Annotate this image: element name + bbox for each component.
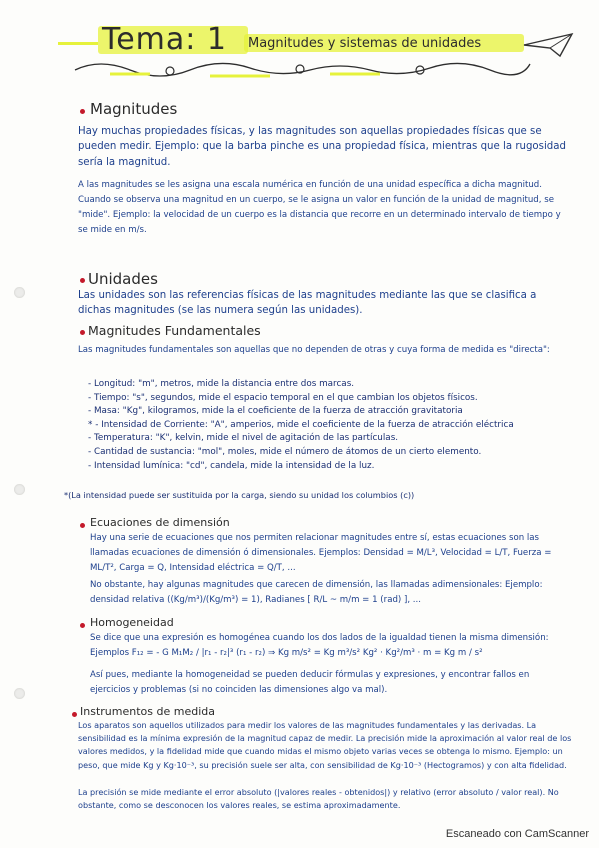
section-bullet xyxy=(80,523,85,528)
heading-ecuaciones: Ecuaciones de dimensión xyxy=(90,516,230,529)
list-item: - Longitud: "m", metros, mide la distancia entre dos marcas. xyxy=(88,379,355,389)
paragraph-ecuaciones-1: Hay una serie de ecuaciones que nos permiten relacionar magnitudes entre sí, estas ecuaciones son las llamadas ecuaciones de dimensión ó dimensionales. Ejemplos: Densidad = M/L³, Velocidad = L/T, Fuerza = ML/T², Carga = Q, Intensidad eléctrica = Q/T, ... xyxy=(90,533,552,573)
list-item: - Tiempo: "s", segundos, mide el espacio temporal en el que cambian los objetos físicos. xyxy=(88,392,478,403)
heading-magnitudes: Magnitudes xyxy=(90,100,178,118)
section-bullet xyxy=(80,278,85,283)
binder-hole xyxy=(14,688,25,699)
section-bullet xyxy=(72,712,77,717)
paragraph-ecuaciones-2: No obstante, hay algunas magnitudes que carecen de dimensión, las llamadas adimensionales: Ejemplo: densidad relativa ((Kg/m³)/(Kg/m³) = 1), Radianes [ R/L ~ m/m = 1 (rad) ], ... xyxy=(90,580,543,605)
list-item: - Temperatura: "K", kelvin, mide el nivel de agitación de las partículas. xyxy=(88,433,399,444)
paragraph-fundamentales-intro: Las magnitudes fundamentales son aquellas que no dependen de otras y cuya forma de medida es "directa": xyxy=(78,345,550,355)
title-dash xyxy=(58,42,98,45)
paragraph-instrumentos-2: La precisión se mide mediante el error absoluto (|valores reales - obtenidos|) y relativo (error absoluto / valor real). No obstante, como se desconocen los valores reales, se estima aproximadamente. xyxy=(78,787,559,811)
paragraph-magnitudes-1: Hay muchas propiedades físicas, y las magnitudes son aquellas propiedades físicas que se pueden medir. Ejemplo: que la barba pinche es una propiedad física, mientras que la rugosidad sería la magnitud. xyxy=(78,126,566,168)
heading-magnitudes-fundamentales: Magnitudes Fundamentales xyxy=(88,323,261,338)
paragraph-unidades: Las unidades son las referencias físicas de las magnitudes mediante las que se clasifica a dichas magnitudes (se las numera según las unidades). xyxy=(78,290,537,317)
fundamental-magnitudes-list xyxy=(88,378,578,473)
heading-instrumentos: Instrumentos de medida xyxy=(80,705,215,718)
heading-unidades: Unidades xyxy=(88,270,158,288)
heading-homogeneidad: Homogeneidad xyxy=(90,616,174,629)
intensity-note: *(La intensidad puede ser sustituida por la carga, siendo su unidad los columbios (c)) xyxy=(64,490,415,500)
scanner-watermark: Escaneado con CamScanner xyxy=(445,828,589,840)
list-item: - Masa: "Kg", kilogramos, mide la el coeficiente de la fuerza de atracción gravitatoria xyxy=(88,406,463,417)
title-tema: Tema: 1 xyxy=(102,22,228,57)
wavy-underline-decoration xyxy=(70,54,540,84)
paragraph-homogeneidad-1: Se dice que una expresión es homogénea cuando los dos lados de la igualdad tienen la misma dimensión: Ejemplos F₁₂ = - G M₁M₂ / |r₁ - r₂|³ (r₁ - r₂) ⇒ Kg m/s² = Kg m³/s² Kg² · Kg²/m³ · m = Kg m / s² xyxy=(90,633,549,658)
list-item: * - Intensidad de Corriente: "A", amperios, mide el coeficiente de la fuerza de atracción eléctrica xyxy=(88,419,514,430)
section-bullet xyxy=(80,330,85,335)
binder-hole xyxy=(14,287,25,298)
section-bullet xyxy=(80,109,85,114)
paragraph-homogeneidad-2: Así pues, mediante la homogeneidad se pueden deducir fórmulas y expresiones, y encontrar fallos en ejercicios y problemas (si no coinciden las dimensiones algo va mal). xyxy=(90,670,530,695)
paragraph-magnitudes-2: A las magnitudes se les asigna una escala numérica en función de una unidad específica a dicha magnitud. Cuando se observa una magnitud en un cuerpo, se le asigna un valor en función de la unidad de magnitud, se "mide". Ejemplo: la velocidad de un cuerpo es la distancia que recorre en un determinado intervalo de tiempo y se mide en m/s. xyxy=(78,180,561,235)
title-subtitle: Magnitudes y sistemas de unidades xyxy=(248,36,482,51)
section-bullet xyxy=(80,623,85,628)
list-item: - Intensidad lumínica: "cd", candela, mide la intensidad de la luz. xyxy=(88,460,375,471)
binder-hole xyxy=(14,484,25,495)
paragraph-instrumentos-1: Los aparatos son aquellos utilizados para medir los valores de las magnitudes fundamentales y las derivadas. La sensibilidad es la mínima expresión de la magnitud capaz de medir. La precisión mide la aproximación al valor real de los valores medidos, y la fidelidad mide que cuando midas el mismo objeto varias veces se obtenga lo mismo. Ejemplo: un peso, que mide Kg y Kg·10⁻³, su precisión suele ser alta, con sensibilidad de Kg·10⁻³ (Hectogramos) y con alta fidelidad. xyxy=(78,720,572,770)
list-item: - Cantidad de sustancia: "mol", moles, mide el número de átomos de un cierto elemento. xyxy=(88,446,482,457)
